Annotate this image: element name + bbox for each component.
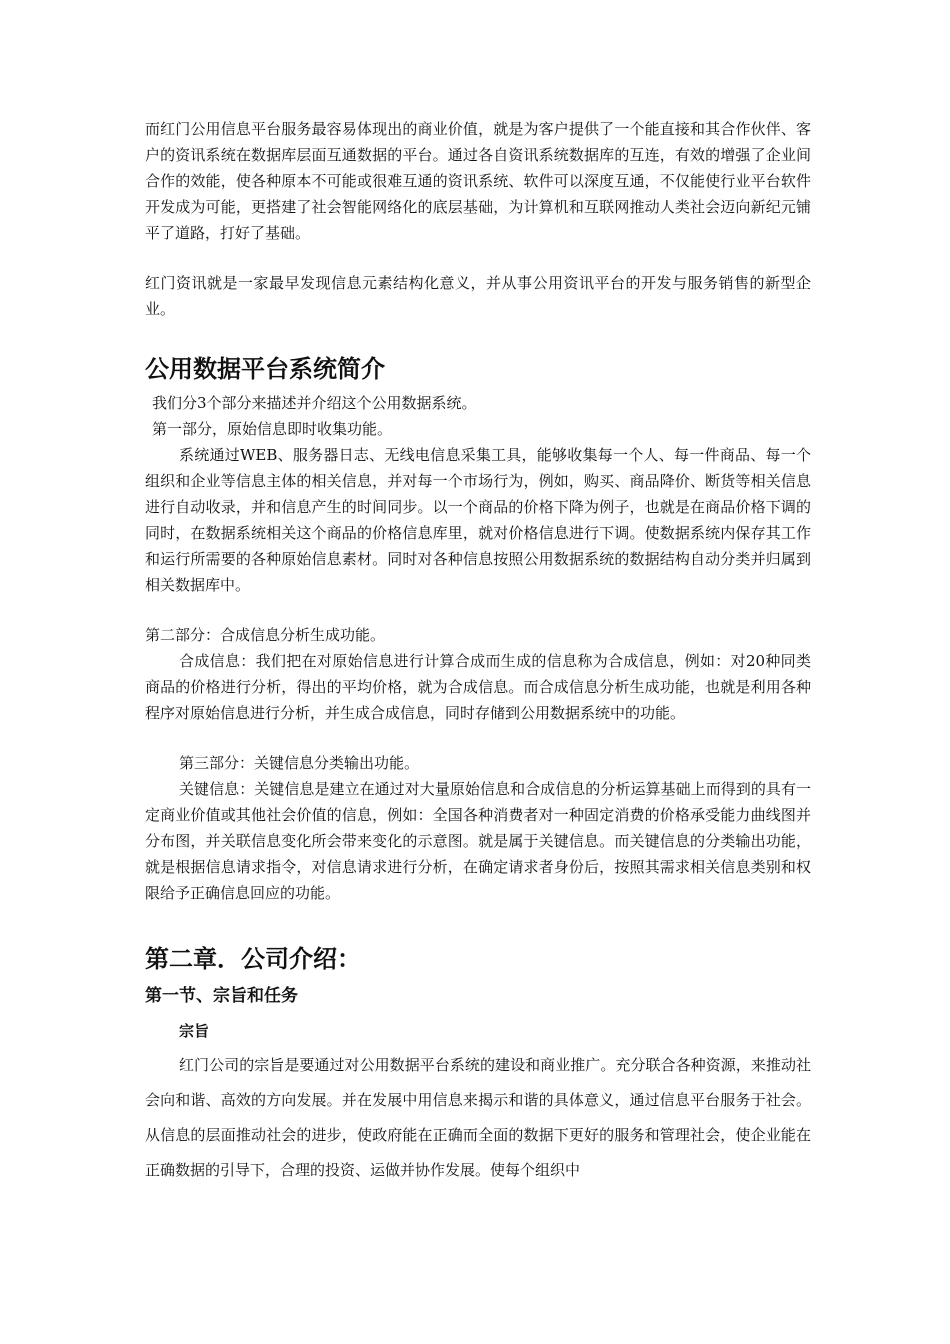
part3-body: 关键信息：关键信息是建立在通过对大量原始信息和合成信息的分析运算基础上而得到的具有一定商业价值或其他社会价值的信息，例如：全国各种消费者对一种固定消费的价格承受能力曲线图并分布图，并关联信息变化所会带来变化的示意图。就是属于关键信息。而关键信息的分类输出功能，就是根据信息请求指令，对信息请求进行分析，在确定请求者身份后，按照其需求相关信息类别和权限给予正确信息回应的功能。	[145, 780, 811, 902]
part2-body: 合成信息：我们把在对原始信息进行计算合成而生成的信息称为合成信息，例如：对20种同类商品的价格进行分析，得出的平均价格，就为合成信息。而合成信息分析生成功能，也就是利用各种程序对原始信息进行分析，并生成合成信息，同时存储到公用数据系统中的功能。	[145, 652, 811, 722]
platform-heading: 公用数据平台系统简介	[145, 355, 385, 383]
part3-title: 第三部分：关键信息分类输出功能。	[179, 754, 420, 772]
purpose-subheading: 宗旨	[179, 1022, 210, 1040]
part1-title: 第一部分，原始信息即时收集功能。	[152, 420, 393, 438]
part2-title: 第二部分：合成信息分析生成功能。	[145, 626, 386, 644]
intro-paragraph-2: 红门资讯就是一家最早发现信息元素结构化意义，并从事公用资讯平台的开发与服务销售的新型企业。	[145, 274, 811, 318]
part1-body: 系统通过WEB、服务器日志、无线电信息采集工具，能够收集每一个人、每一件商品、每一个组织和企业等信息主体的相关信息，并对每一个市场行为，例如，购买、商品降价、断货等相关信息进行自动收录，并和信息产生的时间同步。以一个商品的价格下降为例子，也就是在商品价格下调的同时，在数据系统相关这个商品的价格信息库里，就对价格信息进行下调。使数据系统内保存其工作和运行所需要的各种原始信息素材。同时对各种信息按照公用数据系统的数据结构自动分类并归属到相关数据库中。	[145, 446, 811, 594]
document-page	[145, 116, 811, 1188]
chapter2-heading: 第二章．公司介绍：	[145, 945, 361, 973]
intro-paragraph-1: 而红门公用信息平台服务最容易体现出的商业价值，就是为客户提供了一个能直接和其合作伙伴、客户的资讯系统在数据库层面互通数据的平台。通过各自资讯系统数据库的互连，有效的增强了企业间合作的效能，使各种原本不可能或很难互通的资讯系统、软件可以深度互通，不仅能使行业平台软件开发成为可能，更搭建了社会智能网络化的底层基础，为计算机和互联网推动人类社会迈向新纪元铺平了道路，打好了基础。	[145, 120, 811, 242]
purpose-body: 红门公司的宗旨是要通过对公用数据平台系统的建设和商业推广。充分联合各种资源，来推动社会向和谐、高效的方向发展。并在发展中用信息来揭示和谐的具体意义，通过信息平台服务于社会。从信息的层面推动社会的进步，使政府能在正确而全面的数据下更好的服务和管理社会，使企业能在正确数据的引导下，合理的投资、运做并协作发展。使每个组织中	[145, 1056, 811, 1179]
platform-overview: 我们分3个部分来描述并介绍这个公用数据系统。	[152, 394, 477, 412]
section1-heading: 第一节、宗旨和任务	[145, 986, 298, 1006]
